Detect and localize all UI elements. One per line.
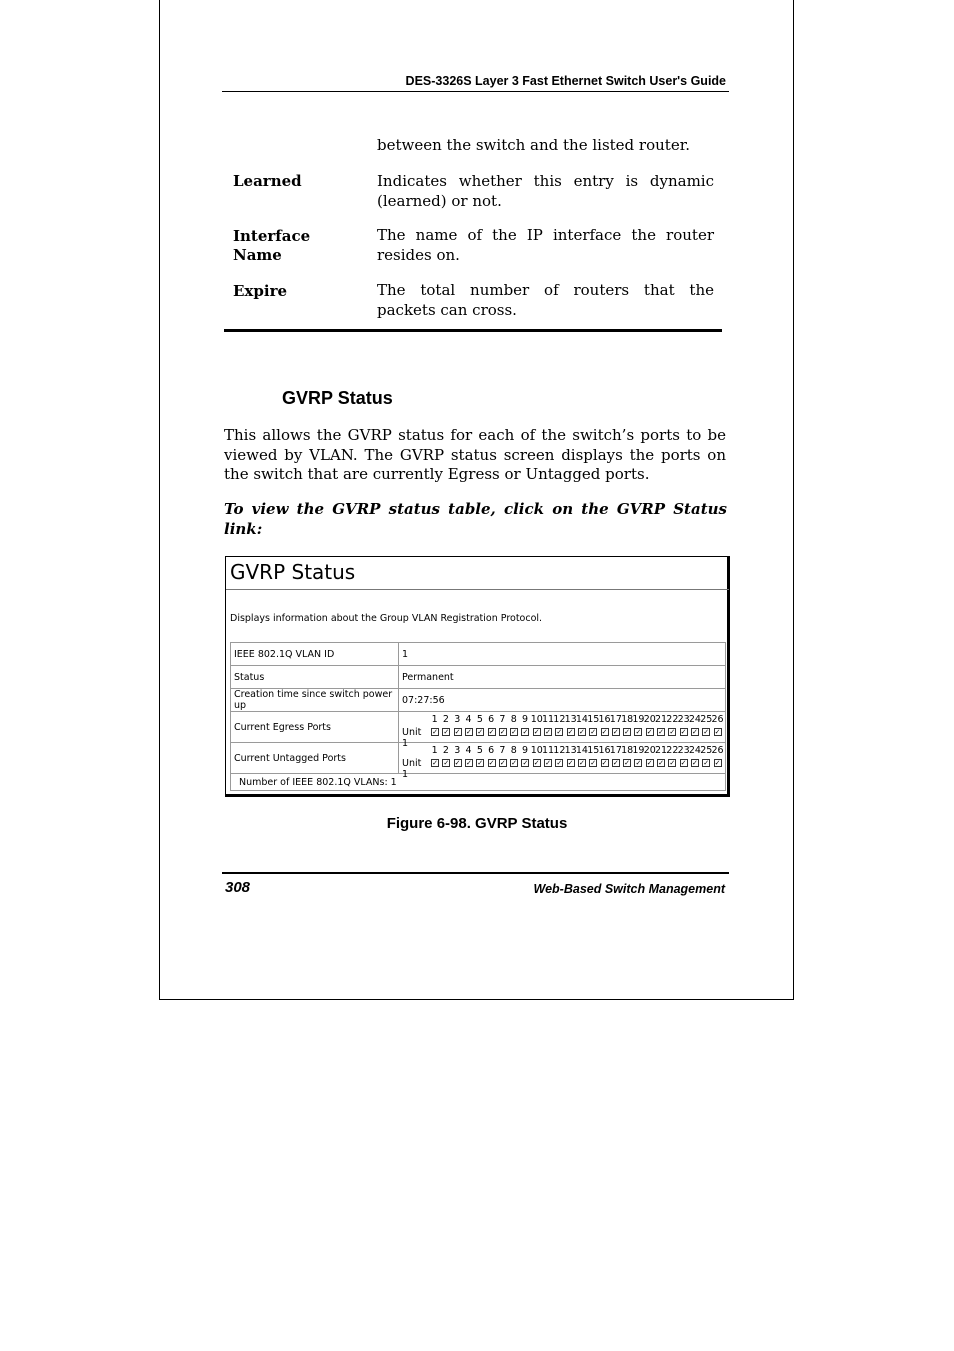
section-instruction: To view the GVRP status table, click on the GVRP Status link:	[224, 500, 727, 538]
port-checkbox[interactable]: ✓	[601, 728, 608, 736]
port-checkbox[interactable]: ✓	[533, 728, 540, 736]
port-checkbox[interactable]: ✓	[522, 759, 529, 767]
table-row	[231, 774, 726, 791]
port-checkbox[interactable]: ✓	[465, 759, 472, 767]
footer-title: Web-Based Switch Management	[533, 882, 725, 896]
port-checkbox[interactable]: ✓	[590, 759, 597, 767]
creation-time-value: 07:27:56	[399, 689, 726, 712]
port-checkbox[interactable]: ✓	[658, 759, 664, 767]
untagged-port-numbers	[402, 745, 722, 756]
term-expire: Expire	[233, 282, 288, 300]
port-number: 13	[564, 714, 577, 725]
port-number: 11	[542, 714, 555, 725]
screen-description: Displays information about the Group VLAN Registration Protocol.	[230, 613, 543, 624]
port-checkbox[interactable]: ✓	[454, 759, 461, 767]
port-checkbox[interactable]: ✓	[669, 728, 676, 736]
vlan-count: Number of IEEE 802.1Q VLANs: 1	[231, 774, 726, 791]
port-checkbox[interactable]: ✓	[567, 728, 574, 736]
egress-unit-label: Unit 1	[402, 727, 422, 749]
port-checkbox[interactable]: ✓	[432, 728, 438, 736]
status-value: Permanent	[399, 666, 726, 689]
header-rule	[222, 91, 729, 92]
port-number: 21	[655, 714, 668, 725]
footer-rule	[222, 872, 729, 874]
port-checkbox[interactable]: ✓	[511, 728, 518, 736]
port-number: 12	[553, 714, 566, 725]
port-checkbox[interactable]: ✓	[545, 728, 551, 736]
port-checkbox[interactable]: ✓	[499, 728, 506, 736]
port-number: 3	[454, 745, 461, 756]
port-checkbox[interactable]: ✓	[658, 728, 664, 736]
port-number: 18	[621, 745, 634, 756]
port-number: 26	[711, 714, 724, 725]
untagged-ports-label: Current Untagged Ports	[231, 743, 399, 774]
status-label: Status	[231, 666, 399, 689]
port-checkbox[interactable]: ✓	[646, 728, 653, 736]
port-number: 8	[510, 714, 517, 725]
page-number: 308	[225, 879, 251, 896]
port-checkbox[interactable]: ✓	[533, 759, 540, 767]
port-number: 20	[643, 714, 656, 725]
port-checkbox[interactable]: ✓	[703, 759, 710, 767]
port-number: 7	[499, 745, 506, 756]
port-number: 2	[442, 714, 449, 725]
port-checkbox[interactable]: ✓	[499, 759, 506, 767]
port-number: 8	[510, 745, 517, 756]
port-number: 14	[575, 714, 588, 725]
port-number: 10	[530, 714, 543, 725]
port-number: 7	[499, 714, 506, 725]
port-checkbox[interactable]: ✓	[443, 759, 450, 767]
screen-title: GVRP Status	[230, 560, 356, 584]
port-number: 17	[609, 745, 622, 756]
port-number: 15	[587, 714, 600, 725]
port-checkbox[interactable]: ✓	[612, 759, 619, 767]
port-checkbox[interactable]: ✓	[556, 728, 563, 736]
port-checkbox[interactable]: ✓	[646, 759, 653, 767]
port-number: 24	[688, 714, 701, 725]
port-number: 12	[553, 745, 566, 756]
table-row	[231, 743, 726, 774]
gvrp-status-screenshot	[225, 556, 730, 797]
port-number: 5	[476, 745, 483, 756]
port-checkbox[interactable]: ✓	[432, 759, 438, 767]
port-number: 9	[522, 745, 529, 756]
port-number: 1	[431, 745, 438, 756]
port-checkbox[interactable]: ✓	[465, 728, 472, 736]
vlan-id-label: IEEE 802.1Q VLAN ID	[231, 643, 399, 666]
port-checkbox[interactable]: ✓	[680, 759, 687, 767]
screen-title-rule	[226, 589, 729, 590]
port-number: 23	[677, 745, 690, 756]
port-number: 4	[465, 745, 472, 756]
port-number: 6	[488, 714, 495, 725]
port-checkbox[interactable]: ✓	[556, 759, 563, 767]
term-interface-line2: Name	[233, 246, 282, 264]
port-number: 3	[454, 714, 461, 725]
port-number: 20	[643, 745, 656, 756]
port-checkbox[interactable]: ✓	[567, 759, 574, 767]
port-number: 25	[700, 714, 713, 725]
term-learned: Learned	[233, 172, 302, 190]
untagged-unit-label: Unit 1	[402, 758, 422, 780]
port-number: 18	[621, 714, 634, 725]
definition-expire: The total number of routers that the packets can cross.	[377, 281, 714, 319]
table-row	[231, 643, 726, 666]
port-checkbox[interactable]: ✓	[601, 759, 608, 767]
term-interface-name	[233, 227, 310, 265]
section-paragraph: This allows the GVRP status for each of the switch’s ports to be viewed by VLAN. The GVRP status screen displays the ports on the switch that are currently Egress or Untagged ports.	[224, 426, 726, 483]
figure-caption: Figure 6-98. GVRP Status	[386, 815, 568, 832]
vlan-id-value: 1	[399, 643, 726, 666]
table-row	[231, 712, 726, 743]
port-checkbox[interactable]: ✓	[522, 728, 529, 736]
port-number: 6	[488, 745, 495, 756]
untagged-port-grid	[402, 744, 724, 780]
port-number: 26	[711, 745, 724, 756]
port-number: 5	[476, 714, 483, 725]
egress-ports-label: Current Egress Ports	[231, 712, 399, 743]
port-number: 10	[530, 745, 543, 756]
port-checkbox[interactable]: ✓	[680, 728, 687, 736]
port-checkbox[interactable]: ✓	[612, 728, 619, 736]
definition-learned: Indicates whether this entry is dynamic (learned) or not.	[377, 172, 714, 210]
port-checkbox[interactable]: ✓	[714, 759, 721, 767]
port-number: 23	[677, 714, 690, 725]
port-checkbox[interactable]: ✓	[488, 759, 495, 767]
port-number: 24	[688, 745, 701, 756]
gvrp-table	[230, 642, 726, 791]
port-checkbox[interactable]: ✓	[635, 728, 642, 736]
term-interface-line1: Interface	[233, 227, 311, 245]
port-checkbox[interactable]: ✓	[714, 728, 721, 736]
port-checkbox[interactable]: ✓	[590, 728, 597, 736]
port-number: 4	[465, 714, 472, 725]
table-row	[231, 666, 726, 689]
port-checkbox[interactable]: ✓	[635, 759, 642, 767]
port-number: 17	[609, 714, 622, 725]
table-bottom-rule	[224, 329, 722, 332]
port-number: 11	[542, 745, 555, 756]
port-checkbox[interactable]: ✓	[511, 759, 518, 767]
port-number: 16	[598, 745, 611, 756]
port-number: 19	[632, 745, 645, 756]
port-checkbox[interactable]: ✓	[477, 759, 484, 767]
port-number: 15	[587, 745, 600, 756]
egress-port-grid	[402, 713, 724, 749]
port-checkbox[interactable]: ✓	[578, 759, 585, 767]
section-title: GVRP Status	[282, 388, 393, 408]
creation-time-label: Creation time since switch power up	[231, 689, 399, 712]
port-number: 13	[564, 745, 577, 756]
port-checkbox[interactable]: ✓	[691, 728, 698, 736]
port-number: 21	[655, 745, 668, 756]
port-checkbox[interactable]: ✓	[703, 728, 710, 736]
port-checkbox[interactable]: ✓	[669, 759, 676, 767]
port-checkbox[interactable]: ✓	[443, 728, 450, 736]
port-number: 22	[666, 714, 679, 725]
definition-interface-name: The name of the IP interface the router resides on.	[377, 226, 714, 264]
egress-ports-cell	[399, 712, 726, 749]
port-checkbox[interactable]: ✓	[624, 759, 631, 767]
port-number: 16	[598, 714, 611, 725]
port-number: 19	[632, 714, 645, 725]
port-checkbox[interactable]: ✓	[624, 728, 631, 736]
port-checkbox[interactable]: ✓	[454, 728, 461, 736]
port-checkbox[interactable]: ✓	[545, 759, 551, 767]
port-checkbox[interactable]: ✓	[488, 728, 495, 736]
port-checkbox[interactable]: ✓	[691, 759, 698, 767]
definition-continued: between the switch and the listed router.	[377, 136, 690, 154]
table-row	[231, 689, 726, 712]
port-number: 1	[431, 714, 438, 725]
port-number: 9	[522, 714, 529, 725]
port-number: 22	[666, 745, 679, 756]
running-header: DES-3326S Layer 3 Fast Ethernet Switch User's Guide	[405, 74, 726, 88]
port-number: 14	[575, 745, 588, 756]
egress-port-numbers	[402, 714, 722, 725]
port-checkbox[interactable]: ✓	[477, 728, 484, 736]
untagged-ports-cell	[399, 743, 726, 780]
port-number: 25	[700, 745, 713, 756]
port-checkbox[interactable]: ✓	[578, 728, 585, 736]
port-number: 2	[442, 745, 449, 756]
